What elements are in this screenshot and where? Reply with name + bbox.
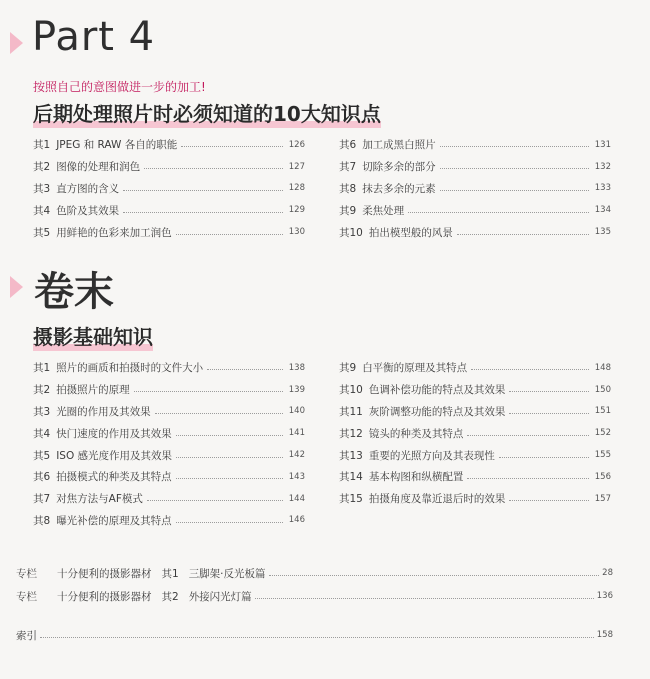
toc-entry-title: 图像的处理和润色 bbox=[56, 161, 141, 174]
toc-entry-number: 其8 bbox=[339, 182, 357, 195]
leader-dots bbox=[144, 168, 283, 169]
toc-entry bbox=[339, 199, 611, 221]
toc-entry bbox=[33, 178, 305, 200]
index-label: 索引 bbox=[16, 629, 37, 642]
toc-entry-number: 其5 bbox=[33, 449, 51, 462]
toc-entry-number: 其4 bbox=[33, 204, 51, 217]
leader-dots bbox=[147, 500, 283, 501]
toc-entry-title: 切除多余的部分 bbox=[362, 161, 436, 174]
appendix-title-text: 摄影基础知识 bbox=[33, 325, 153, 349]
toc-entry-number: 其6 bbox=[33, 471, 51, 484]
toc-entry-page: 126 bbox=[288, 139, 305, 150]
toc-entry bbox=[339, 156, 611, 178]
leader-dots bbox=[509, 391, 589, 392]
toc-entry-title: 基本构图和纵横配置 bbox=[368, 471, 464, 484]
part4-subtitle: 按照自己的意图做进一步的加工! bbox=[33, 80, 206, 94]
leader-dots bbox=[499, 457, 589, 458]
toc-entry-number: 其9 bbox=[339, 362, 357, 375]
toc-entry bbox=[339, 221, 611, 243]
toc-entry-title: 灰阶调整功能的特点及其效果 bbox=[368, 405, 506, 418]
toc-entry bbox=[339, 488, 611, 510]
toc-entry-page: 131 bbox=[594, 139, 611, 150]
toc-entry bbox=[339, 466, 611, 488]
toc-entry bbox=[33, 221, 305, 243]
toc-entry-number: 其7 bbox=[339, 161, 357, 174]
column-topic: 十分便利的摄影器材 bbox=[57, 567, 152, 580]
index-entry bbox=[16, 626, 613, 644]
leader-dots bbox=[40, 637, 594, 638]
toc-entry bbox=[339, 444, 611, 466]
leader-dots bbox=[134, 391, 283, 392]
toc-entry-title: ISO 感光度作用及其效果 bbox=[56, 449, 173, 462]
toc-entry-number: 其11 bbox=[339, 405, 363, 418]
toc-entry-title: 拍摄角度及靠近退后时的效果 bbox=[368, 493, 506, 506]
toc-entry-page: 128 bbox=[288, 183, 305, 194]
part4-toc-right bbox=[339, 134, 611, 243]
leader-dots bbox=[176, 478, 283, 479]
toc-entry-title: 重要的光照方向及其表现性 bbox=[368, 449, 495, 462]
toc-entry-number: 其2 bbox=[33, 161, 51, 174]
section-marker-appendix bbox=[10, 276, 23, 298]
toc-entry-number: 其8 bbox=[33, 514, 51, 527]
column-num: 其2 bbox=[161, 590, 179, 603]
toc-entry-title: 拍摄照片的原理 bbox=[56, 384, 130, 397]
toc-entry-page: 135 bbox=[594, 227, 611, 238]
toc-entry-title: JPEG 和 RAW 各自的职能 bbox=[56, 139, 178, 152]
toc-entry-page: 142 bbox=[288, 450, 305, 461]
toc-entry-title: 快门速度的作用及其效果 bbox=[56, 427, 172, 440]
column-label: 专栏 bbox=[16, 590, 37, 603]
appendix-toc-right bbox=[339, 357, 611, 510]
toc-entry-number: 其15 bbox=[339, 493, 363, 506]
toc-entry-page: 148 bbox=[594, 362, 611, 373]
leader-dots bbox=[123, 212, 283, 213]
column-entry-2 bbox=[16, 587, 613, 605]
toc-entry bbox=[33, 510, 305, 532]
toc-entry bbox=[33, 357, 305, 379]
toc-entry-number: 其7 bbox=[33, 493, 51, 506]
toc-entry-number: 其1 bbox=[33, 362, 51, 375]
leader-dots bbox=[467, 435, 589, 436]
toc-entry bbox=[33, 422, 305, 444]
toc-entry-page: 152 bbox=[594, 428, 611, 439]
toc-entry bbox=[33, 466, 305, 488]
toc-entry-page: 139 bbox=[288, 384, 305, 395]
leader-dots bbox=[509, 413, 589, 414]
toc-entry-page: 144 bbox=[288, 493, 305, 504]
toc-entry-title: 柔焦处理 bbox=[362, 204, 405, 217]
column-num: 其1 bbox=[161, 567, 179, 580]
leader-dots bbox=[155, 413, 283, 414]
leader-dots bbox=[467, 478, 589, 479]
leader-dots bbox=[176, 234, 283, 235]
toc-entry bbox=[33, 199, 305, 221]
toc-entry-number: 其3 bbox=[33, 405, 51, 418]
toc-entry bbox=[339, 401, 611, 423]
toc-entry-title: 拍摄模式的种类及其特点 bbox=[56, 471, 172, 484]
toc-entry-number: 其2 bbox=[33, 384, 51, 397]
toc-entry-number: 其12 bbox=[339, 427, 363, 440]
toc-entry bbox=[339, 422, 611, 444]
toc-entry-title: 直方图的含义 bbox=[56, 182, 120, 195]
toc-entry-page: 129 bbox=[288, 205, 305, 216]
toc-entry-title: 曝光补偿的原理及其特点 bbox=[56, 514, 172, 527]
column-page: 136 bbox=[596, 591, 613, 601]
toc-entry bbox=[33, 444, 305, 466]
toc-entry bbox=[33, 134, 305, 156]
toc-entry-page: 132 bbox=[594, 161, 611, 172]
appendix-title bbox=[33, 321, 153, 350]
toc-entry-page: 146 bbox=[288, 515, 305, 526]
toc-entry-title: 抹去多余的元素 bbox=[362, 182, 436, 195]
leader-dots bbox=[440, 168, 589, 169]
leader-dots bbox=[457, 234, 589, 235]
toc-entry-page: 143 bbox=[288, 471, 305, 482]
toc-entry-page: 140 bbox=[288, 406, 305, 417]
toc-entry bbox=[339, 134, 611, 156]
toc-entry bbox=[339, 357, 611, 379]
toc-entry-number: 其4 bbox=[33, 427, 51, 440]
leader-dots bbox=[176, 522, 283, 523]
toc-entry-number: 其3 bbox=[33, 182, 51, 195]
toc-entry bbox=[33, 488, 305, 510]
toc-entry bbox=[33, 379, 305, 401]
toc-entry-title: 用鲜艳的色彩来加工润色 bbox=[56, 226, 172, 239]
toc-entry bbox=[33, 156, 305, 178]
toc-entry-page: 130 bbox=[288, 227, 305, 238]
toc-entry-page: 141 bbox=[288, 428, 305, 439]
toc-entry bbox=[339, 178, 611, 200]
toc-entry-title: 色调补偿功能的特点及其效果 bbox=[368, 384, 506, 397]
index-page: 158 bbox=[596, 630, 613, 640]
appendix-toc-left bbox=[33, 357, 305, 531]
toc-entry bbox=[339, 379, 611, 401]
part4-title bbox=[33, 98, 381, 127]
column-title: 三脚架·反光板篇 bbox=[188, 567, 266, 580]
toc-entry-title: 镜头的种类及其特点 bbox=[368, 427, 464, 440]
toc-entry-number: 其10 bbox=[339, 384, 363, 397]
leader-dots bbox=[176, 435, 283, 436]
toc-entry-number: 其1 bbox=[33, 139, 51, 152]
toc-entry-title: 照片的画质和拍摄时的文件大小 bbox=[56, 362, 204, 375]
toc-entry-number: 其13 bbox=[339, 449, 363, 462]
toc-entry-page: 127 bbox=[288, 161, 305, 172]
column-entry-1 bbox=[16, 564, 613, 582]
leader-dots bbox=[181, 146, 283, 147]
section-marker-part4 bbox=[10, 32, 23, 54]
column-topic: 十分便利的摄影器材 bbox=[57, 590, 152, 603]
toc-entry-page: 138 bbox=[288, 362, 305, 373]
leader-dots bbox=[408, 212, 589, 213]
leader-dots bbox=[269, 575, 600, 576]
part4-heading: Part 4 bbox=[32, 14, 156, 60]
toc-entry-page: 150 bbox=[594, 384, 611, 395]
toc-entry-number: 其14 bbox=[339, 471, 363, 484]
part4-title-text: 后期处理照片时必须知道的10大知识点 bbox=[33, 102, 381, 126]
toc-entry-number: 其5 bbox=[33, 226, 51, 239]
toc-entry-page: 133 bbox=[594, 183, 611, 194]
leader-dots bbox=[471, 369, 589, 370]
toc-entry-page: 157 bbox=[594, 493, 611, 504]
leader-dots bbox=[440, 190, 589, 191]
leader-dots bbox=[440, 146, 589, 147]
leader-dots bbox=[207, 369, 283, 370]
leader-dots bbox=[123, 190, 283, 191]
toc-entry-title: 拍出模型般的风景 bbox=[368, 226, 453, 239]
column-label: 专栏 bbox=[16, 567, 37, 580]
toc-entry-page: 155 bbox=[594, 450, 611, 461]
toc-entry-title: 光圈的作用及其效果 bbox=[56, 405, 151, 418]
toc-entry-page: 151 bbox=[594, 406, 611, 417]
leader-dots bbox=[255, 598, 594, 599]
toc-entry-page: 156 bbox=[594, 471, 611, 482]
toc-entry-page: 134 bbox=[594, 205, 611, 216]
part4-toc-left bbox=[33, 134, 305, 243]
toc-entry bbox=[33, 401, 305, 423]
toc-entry-title: 加工成黑白照片 bbox=[362, 139, 436, 152]
toc-entry-title: 白平衡的原理及其特点 bbox=[362, 362, 468, 375]
leader-dots bbox=[509, 500, 589, 501]
toc-entry-number: 其10 bbox=[339, 226, 363, 239]
toc-entry-number: 其6 bbox=[339, 139, 357, 152]
toc-entry-number: 其9 bbox=[339, 204, 357, 217]
appendix-heading: 卷末 bbox=[34, 269, 114, 315]
leader-dots bbox=[176, 457, 283, 458]
toc-entry-title: 色阶及其效果 bbox=[56, 204, 120, 217]
toc-entry-title: 对焦方法与AF模式 bbox=[56, 493, 143, 506]
column-page: 28 bbox=[602, 568, 613, 578]
column-title: 外接闪光灯篇 bbox=[188, 590, 252, 603]
